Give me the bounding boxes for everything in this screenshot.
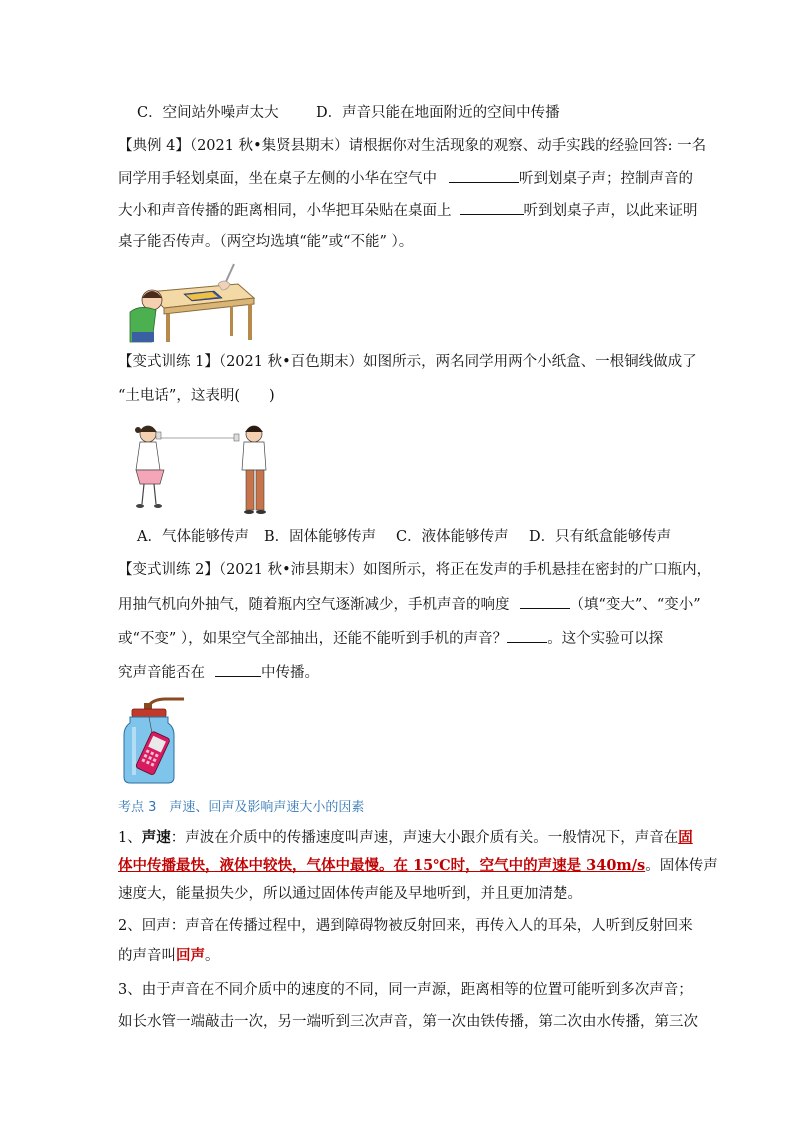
example4-line3-text-b: 听到划桌子声，以此来证明	[523, 203, 698, 219]
training2-line2-text-b: （填“变大”、“变小”	[569, 597, 701, 613]
training2-line4	[118, 662, 319, 683]
point3-line2: 如长水管一端敲击一次，另一端听到三次声音，第一次由铁传播，第二次由水传播，第三次	[118, 1014, 698, 1030]
desk-ear-figure	[118, 262, 258, 344]
training2-line3	[118, 628, 663, 649]
training1-line1: 【变式训练 1】（2021 秋•百色期末）如图所示，两名同学用两个小纸盒、一根铜线做成了	[118, 354, 697, 370]
point2-line2	[118, 946, 220, 966]
point2-highlight: 回声	[176, 947, 205, 964]
training2-line1: 【变式训练 2】（2021 秋•沛县期末）如图所示，将正在发声的手机悬挂在密封的广口瓶内，	[118, 562, 712, 578]
point2-text-b: 。	[205, 948, 220, 964]
answer-blank-1[interactable]	[449, 168, 519, 183]
point2-line1: 2、回声：声音在传播过程中，遇到障碍物被反射回来，再传入人的耳朵，人听到反射回来	[118, 918, 693, 934]
example4-line2	[118, 168, 693, 189]
section-heading-kaodian3: 考点 3 声速、回声及影响声速大小的因素	[118, 800, 365, 815]
point1-highlight-1: 固	[678, 829, 693, 846]
answer-blank-4[interactable]	[507, 628, 547, 643]
point1-text-b: 。固体传声	[645, 858, 718, 874]
training1-option-d: D．只有纸盒能够传声	[529, 529, 672, 545]
answer-blank-2[interactable]	[460, 200, 524, 215]
example4-line3-text-a: 大小和声音传播的距离相同，小华把耳朵贴在桌面上	[118, 203, 452, 219]
training2-line3-text-b: 。这个实验可以探	[547, 631, 664, 647]
point1-lead: 1、	[118, 830, 142, 846]
example4-line1: 【典例 4】（2021 秋•集贤县期末）请根据你对生活现象的观察、动手实践的经验回答: 一名	[118, 138, 707, 154]
training2-line3-text-a: 或“不变” ），如果空气全部抽出，还能不能听到手机的声音？	[118, 631, 508, 647]
example4-line4: 桌子能否传声。（两空均选填“能”或“不能” ）。	[118, 234, 414, 250]
example4-line3	[118, 200, 698, 221]
training2-line2	[118, 594, 701, 615]
training1-option-b: B．固体能够传声	[264, 529, 377, 545]
example4-line2-text-b: 听到划桌子声；控制声音的	[519, 171, 693, 187]
training2-line2-text-a: 用抽气机向外抽气，随着瓶内空气逐渐减少，手机声音的响度	[118, 597, 510, 613]
training1-line2: “土电话”，这表明( )	[118, 388, 275, 404]
point2-text-a: 的声音叫	[118, 948, 176, 964]
point1-line2	[118, 856, 718, 876]
answer-blank-3[interactable]	[520, 594, 570, 609]
phone-in-jar-figure	[118, 697, 188, 787]
option-c: C．空间站外噪声太大	[137, 105, 279, 121]
example4-line2-text-a: 同学用手轻划桌面，坐在桌子左侧的小华在空气中	[118, 171, 437, 187]
training1-option-c: C．液体能够传声	[396, 529, 509, 545]
point1-highlight-2: 体中传播最快，液体中较快，气体中最慢。在 15℃时，空气中的声速是 340m/s	[118, 857, 646, 874]
point1-line3: 速度大，能量损失少，所以通过固体传声能及早地听到，并且更加清楚。	[118, 886, 582, 902]
point1-line1	[118, 828, 693, 848]
point1-term: 声速	[141, 829, 171, 846]
training2-line4-text-a: 究声音能否在	[118, 665, 205, 681]
point3-line1: 3、由于声音在不同介质中的速度的不同，同一声源，距离相等的位置可能听到多次声音；	[118, 982, 693, 998]
answer-blank-5[interactable]	[215, 662, 261, 677]
point1-text-a: ：声波在介质中的传播速度叫声速，声速大小跟介质有关。一般情况下，声音在	[170, 830, 679, 846]
string-telephone-figure	[120, 420, 280, 518]
option-d: D．声音只能在地面附近的空间中传播	[316, 105, 560, 121]
training1-option-a: A．气体能够传声	[137, 529, 249, 545]
training2-line4-text-b: 中传播。	[261, 665, 319, 681]
